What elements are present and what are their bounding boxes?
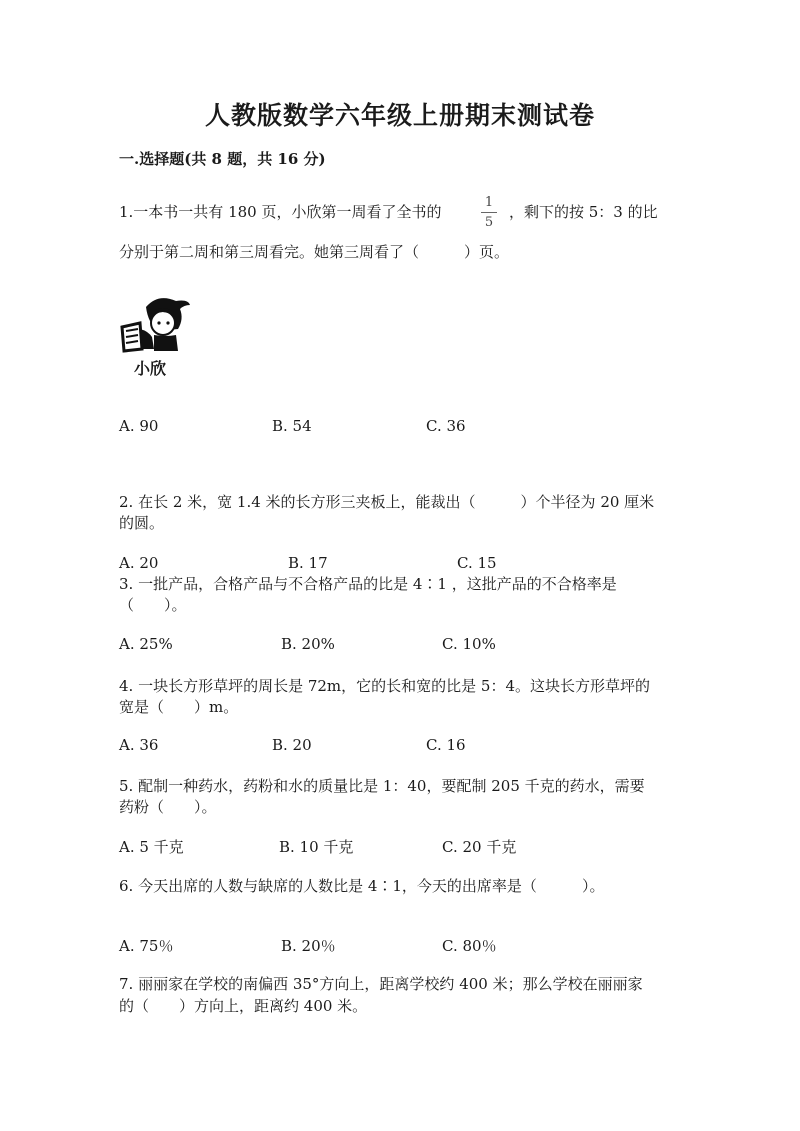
q3-option-b[interactable]: B. 20% [281,635,335,653]
q1-option-c[interactable]: C. 36 [426,417,466,435]
question-3-line-2: （ ）。 [119,596,187,614]
fraction-denominator: 5 [484,215,494,230]
q4-option-a[interactable]: A. 36 [119,736,159,754]
question-7-line-2: 的（ ）方向上，距离约 400 米。 [119,997,368,1015]
girl-reading-icon [118,293,198,353]
page-title: 人教版数学六年级上册期末测试卷 [204,101,595,130]
q2-option-c[interactable]: C. 15 [457,554,497,572]
q6-option-a[interactable]: A. 75％ [119,937,174,955]
question-4-line-2: 宽是（ ）m。 [119,698,239,716]
question-6-line-1: 6. 今天出席的人数与缺席的人数比是 4∶1，今天的出席率是（ ）。 [119,877,605,895]
fraction-one-fifth [481,195,497,230]
q3-option-a[interactable]: A. 25% [119,635,173,653]
question-7-line-1: 7. 丽丽家在学校的南偏西 35°方向上，距离学校约 400 米；那么学校在丽丽家 [119,975,643,993]
fraction-bar [481,212,497,213]
question-4-line-1: 4. 一块长方形草坪的周长是 72m，它的长和宽的比是 5：4。这块长方形草坪的 [119,677,651,695]
section-heading: 一.选择题(共 8 题，共 16 分) [119,150,326,168]
q1-option-a[interactable]: A. 90 [119,417,159,435]
q1-option-b[interactable]: B. 54 [272,417,312,435]
question-3-line-1: 3. 一批产品，合格产品与不合格产品的比是 4∶1 ，这批产品的不合格率是 [119,575,617,593]
q3-option-c[interactable]: C. 10% [442,635,496,653]
q6-option-c[interactable]: C. 80％ [442,937,497,955]
q5-option-a[interactable]: A. 5 千克 [119,838,184,856]
question-5-line-1: 5. 配制一种药水，药粉和水的质量比是 1：40，要配制 205 千克的药水，需要 [119,777,645,795]
figure-caption: 小欣 [134,359,167,378]
question-1-line-1b: ，剩下的按 5：3 的比 [509,203,658,221]
fraction-numerator: 1 [484,195,494,210]
q2-option-a[interactable]: A. 20 [119,554,159,572]
question-2-line-2: 的圆。 [119,514,165,532]
question-1-line-2: 分别于第二周和第三周看完。她第三周看了（ ）页。 [119,243,510,261]
q6-option-b[interactable]: B. 20％ [281,937,336,955]
question-2-line-1: 2. 在长 2 米，宽 1.4 米的长方形三夹板上，能裁出（ ）个半径为 20 厘米 [119,493,655,511]
q5-option-c[interactable]: C. 20 千克 [442,838,517,856]
q5-option-b[interactable]: B. 10 千克 [279,838,354,856]
q4-option-c[interactable]: C. 16 [426,736,466,754]
q4-option-b[interactable]: B. 20 [272,736,312,754]
question-5-line-2: 药粉（ ）。 [119,798,217,816]
q2-option-b[interactable]: B. 17 [288,554,328,572]
question-1-line-1a: 1.一本书一共有 180 页，小欣第一周看了全书的 [119,203,442,221]
